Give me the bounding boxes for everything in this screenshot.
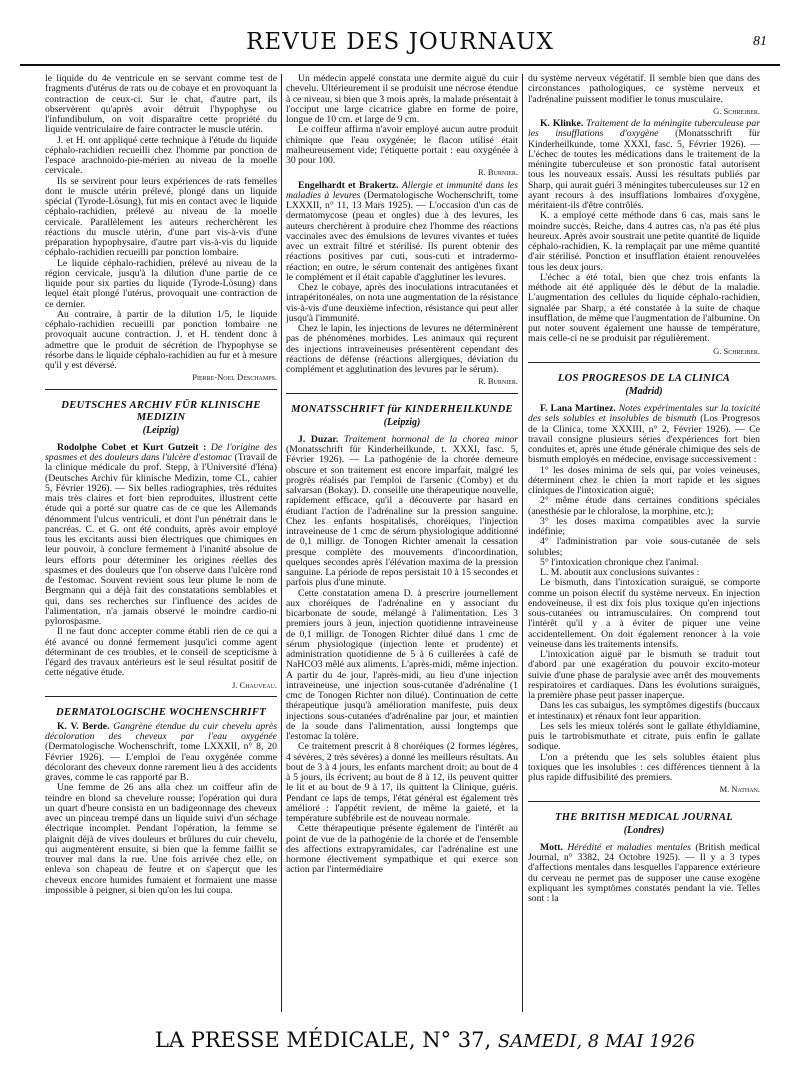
article-body: L'emploi de l'eau oxygénée comme décolorant des cheveux donne rarement lieu à des accidents graves, comme le cas rapporté par B.	[45, 751, 277, 783]
page-footer	[80, 1028, 770, 1064]
paragraph: Ils se servirent pour leurs expériences de rats femelles dont le muscle utérin prélevé, plongé dans un liquide spécial (Tyrode-Lösung), fut mis en contact avec le liquide céphalo-rachidien, prélevé au niveau de la moelle cervicale. Parallèlement les auteurs recherchèrent les réactions du muscle utérin, d'une part vis-à-vis d'une préparation hypophysaire, d'autre part vis-à-vis du liquide céphalo-rachidien recueilli par ponction lombaire.	[45, 175, 277, 259]
list-item: 4° l'administration par voie sous-cutanée de sels solubles;	[528, 536, 760, 558]
article-source: (Monatsschrift für Kinderheilkunde, tome XXXI, fasc. 5, Février 1926). —	[528, 128, 760, 150]
paragraph: Cette thérapeutique présente également de l'intérêt au point de vue de la pathogénie de la chorée et de l'ensemble des affections extrapyramidales, car l'adrénaline est une hormone électivement sympathique et qui exerce son action par l'intermédiaire	[286, 823, 518, 876]
article-body: L'occasion d'un cas de dermatomycose (peau et ongles) due à des levures, les auteurs cherchèrent à produire chez l'homme des réactions vaccinales avec des émulsions de levures vivantes et tuées avec un extrait filtré et stérilisé. Ils purent obtenir des réactions positives par cuti, sous-cuti et intradermo-réaction; en outre, le sérum contenait des antigènes fixant le complément et il était capable d'agglutiner les levures.	[286, 200, 518, 283]
paragraph: Les sels les mieux tolérés sont le gallate éthyldiamine, puis le tartrobismuthate et citrate, puis enfin le gallate sodique.	[528, 720, 760, 753]
article-abstract	[286, 181, 518, 284]
article-author: Engelhardt et Brakertz.	[298, 179, 399, 191]
section-rule	[286, 393, 518, 394]
article-author: J. Duzar.	[298, 433, 339, 445]
signature: R. Burnier.	[477, 167, 518, 178]
journal-city: (Madrid)	[625, 385, 663, 397]
paragraph: L. M. aboutit aux conclusions suivantes :	[540, 567, 700, 578]
article-abstract	[528, 404, 760, 466]
signature: R. Burnier.	[477, 376, 518, 387]
section-rule	[528, 801, 760, 802]
paragraph: le liquide du 4e ventricule en se servant comme test de fragments d'utérus de rats ou de cobaye et en provoquant la contraction de ceux-ci. Sur le chat, d'autre part, ils observèrent qu'après avoir détruit l'hypophyse ou l'infundibulum, on voit disparaître cette propriété du liquide ventriculaire de faire contracter le muscle utérin.	[45, 74, 277, 136]
signature: G. Schreiber.	[713, 105, 760, 116]
list-item: 3° les doses maxima compatibles avec la survie indéfinie;	[528, 515, 760, 537]
article-author: Mott.	[540, 841, 563, 853]
journal-heading: THE BRITISH MEDICAL JOURNAL	[554, 811, 734, 823]
journal-city: (Leipzig)	[142, 424, 180, 436]
article-source: (Monatsschrift für Kinderheilkunde, t. XXXI, fasc. 5, Février 1926). —	[286, 444, 518, 466]
article-title: Traitement hormonal de la chorea minor	[343, 433, 518, 445]
journal-heading: MONATSSCHRIFT für KINDERHEILKUNDE	[291, 403, 513, 415]
paragraph: Au contraire, à partir de la dilution 1/5, le liquide céphalo-rachidien recueilli par ponction lombaire ne provoquait aucune contraction. J. et H. tendent donc à admettre que le produit de sécrétion de l'hypophyse se résorbe dans le liquide céphalo-rachidien au fur et à mesure qu'il y est déversé.	[45, 308, 277, 371]
journal-heading: DEUTSCHES ARCHIV FÜR KLINISCHE MEDIZIN	[61, 399, 261, 423]
paragraph: J. et H. ont appliqué cette technique à l'étude du liquide céphalo-rachidien recueilli chez l'homme par ponction de l'espace arachnoïdo-pie-mérien au niveau de la moelle cervicale.	[45, 134, 277, 177]
article-source: (Los Progresos de la Clinica, tome XXXIII, n° 2, Février 1926). —	[528, 413, 760, 435]
page-header	[20, 20, 780, 60]
paragraph: Dans les cas subaigus, les symptômes digestifs (buccaux et intestinaux) et rénaux font leur apparition.	[528, 700, 760, 722]
paragraph: Une femme de 26 ans alla chez un coiffeur afin de teindre en blond sa chevelure rousse; l'opération qui dura un quart d'heure consista en un badigeonnage des cheveux avec un pinceau trempé dans un liquide suivi d'un séchage électrique incomplet. Pendant l'opération, la femme se plaignit déjà de vives douleurs et brûlures du cuir chevelu, qui augmentèrent ensuite, si bien que la femme faillit se trouver mal dans la rue. Une fois arrivée chez elle, on enleva son chapeau de feutre et on s'aperçut que les cheveux encore humides fumaient et formaient une masse impossible à peigner, si bien qu'on les lui coupa.	[45, 782, 277, 896]
footer-journal: LA PRESSE MÉDICALE, N° 37,	[154, 1028, 492, 1052]
article-body: L'échec de toutes les médications dans le traitement de la méningite tuberculeuse et son pronostic fatal autorisent tous les nouveaux essais. Aussi les résultats publiés par Sharp, qui aurait guéri 3 méningites tuberculeuses sur 12 en ayant recours à des insufflations lombaires d'oxygène, méritaient-ils d'être contrôlés.	[528, 148, 760, 211]
list-item: 2° même étude dans certaines conditions spéciales (anesthésie par le chloralose, la morphine, etc.);	[528, 495, 760, 517]
article-title: Notes expérimentales sur la toxicité des sels solubles et insolubles de bismuth	[528, 403, 760, 425]
paragraph: L'échec a été total, bien que chez trois enfants la méthode ait été appliquée dès le début de la maladie. L'augmentation des cellules du liquide céphalo-rachidien, signalée par Sharp, a été constatée à la suite de chaque insufflation, de même que l'augmentation de l'albumine. On put noter souvent également une hausse de température, mais celle-ci ne se produisit par régulièrement.	[528, 271, 760, 345]
article-title: Gangrène étendue du cuir chevelu après décoloration des cheveux par l'eau oxygénée	[45, 720, 277, 742]
journal-city: (Leipzig)	[383, 416, 421, 428]
article-abstract	[528, 843, 760, 905]
article-title: Hérédité et maladies mentales	[567, 841, 691, 853]
paragraph: K. a employé cette méthode dans 6 cas, mais sans le moindre succès. Reiche, dans 4 autres cas, n'a pas été plus heureux. Après avoir soustrait une petite quantité de liquide céphalo-rachidien, K. la remplaçait par une même quantité d'air stérilisé. Ponction et insufflation étaient renouvelées tous les deux jours.	[528, 210, 760, 273]
signature: G. Schreiber.	[713, 345, 760, 356]
article-abstract	[45, 443, 277, 628]
header-rule	[20, 64, 780, 66]
paragraph: Un médecin appelé constata une dermite aiguë du cuir chevelu. Ultérieurement il se produisit une nécrose étendue à ce niveau, si bien que 3 mois après, la malade présentait à l'occiput une large cicatrice glabre en forme de poire, longue de 10 cm. et large de 9 cm.	[286, 74, 518, 125]
journal-heading: DERMATOLOGISCHE WOCHENSCHRIFT	[56, 706, 266, 718]
paragraph: Chez le lapin, les injections de levures ne déterminèrent pas de phénomènes morbides. Les animaux qui reçurent des injections intraveineuses présentèrent cependant des réactions de défense (réactions allergiques, déviation du complément et agglutination des levures par le sérum).	[286, 323, 518, 375]
column-3	[528, 74, 760, 1012]
paragraph: Le bismuth, dans l'intoxication suraiguë, se comporte comme un poison électif du système nerveux. En injection endoveineuse, il est dix fois plus toxique qu'en injections sous-cutanées ou intramusculaires. On comprend tout l'intérêt qu'il y a à éviter de piquer une veine accidentellement. On doit également renoncer à la voie veineuse dans les traitements intensifs.	[528, 577, 760, 650]
article-abstract	[528, 119, 760, 211]
signature: M. Nathan.	[719, 784, 760, 795]
article-title: De l'origine des spasmes et des douleurs dans l'ulcère d'estomac	[45, 441, 277, 463]
signature: Pierre-Noel Deschamps.	[192, 372, 277, 383]
article-author: K. Klinke.	[540, 118, 584, 129]
paragraph: Il ne faut donc accepter comme établi rien de ce qui a été avancé ou donné fermement jusqu'ici comme agent déterminant de ces troubles, et le conseil de scepticisme à l'égard des travaux antérieurs est le seul résultat positif de cette négative étude.	[45, 626, 277, 679]
paragraph: Ce traitement prescrit à 8 choréiques (2 formes légères, 4 sévères, 2 très sévères) a donné les meilleurs résultats. Au bout de 3 à 4 jours, les enfants marchent droit; au bout de 4 à 5 jours, ils écrivent; au bout de 8 à 12, ils peuvent quitter le lit et au bout de 9 à 17, ils quittent la Clinique, guéris. Pendant ce laps de temps, l'état général est également très amélioré : l'appétit revient, de même la gaieté, et la température subfébrile est de nouveau normale.	[286, 741, 518, 824]
signature: J. Chauveau.	[231, 679, 277, 690]
article-body: La pathogénie de la chorée demeure obscure et son traitement est encore imparfait, malgré les progrès réalisés par l'emploi de l'arsenic (Comby) et du salvarsan (Bokay). D. conseille une thérapeutique nouvelle, rapidement efficace, qu'il a découverte par hasard en étudiant l'action de l'adrénaline sur la pression sanguine. Chez les enfants hospitalisés, choréiques, l'injection intraveineuse de 1 cmc de sérum physiologique additionné de 0,1 milligr. de Tonogen Richter amenait la cessation presque complète des mouvements d'incoordination, quelques secondes après l'élévation maxima de la pression sanguine. La période de repos persistait 10 à 15 secondes et parfois plus d'une minute.	[286, 454, 518, 589]
list-item: 5° l'intoxication chronique chez l'animal.	[540, 556, 699, 568]
column-1	[45, 74, 277, 1012]
paragraph: du système nerveux végétatif. Il semble bien que dans des circonstances pathologiques, ce système nerveux et l'adrénaline puissent modifier le tonus musculaire.	[528, 74, 760, 105]
journal-city: (Londres)	[623, 824, 665, 836]
article-body: Ce travail consigne plusieurs séries d'expériences fort bien conduites et, après une étude générale chimique des sels de bismuth employés en médecine, envisage successivement :	[528, 423, 760, 466]
paragraph: Le liquide céphalo-rachidien, prélevé au niveau de la région cervicale, jusqu'à la dilution d'une partie de ce liquide pour six parties du liquide (Tyrode-Lösung) dans lequel était plongé l'utérus, provoquait une contraction de ce dernier.	[45, 257, 277, 310]
article-abstract	[45, 722, 277, 784]
article-author: K. V. Berde.	[57, 720, 110, 732]
paragraph: L'intoxication aiguë par le bismuth se traduit tout d'abord par une exagération du pouvoir excito-moteur suivie d'une phase de paralysie avec arrêt des mouvements respiratoires et cardiaques. Dans les évolutions suraiguës, la première phase peut passer inaperçue.	[528, 649, 760, 701]
paragraph: Le coiffeur affirma n'avoir employé aucun autre produit chimique que l'eau oxygénée; le flacon utilisé était malheureusement vide; l'étiquette portait : eau oxygénée à 30 pour 100.	[286, 124, 518, 166]
footer-date: SAMEDI, 8 MAI 1926	[497, 1031, 696, 1052]
article-author: Rodolphe Cobet et Kurt Gutzeit :	[57, 441, 207, 453]
paragraph: Cette constatation amena D. à prescrire journellement aux choréiques de l'adrénaline en y associant du bicarbonate de soude, mélangé à l'alimentation. Les 3 premiers jours à jeun, injection quotidienne intraveineuse de 0,1 milligr. de Tonogen Richter dilué dans 1 cmc de sérum physiologique (injection lente et prudente) et administration quotidienne de 5 à 6 cuillerées à café de NaHCO3 mêlé aux aliments. L'après-midi, même injection. A partir du 4e jour, l'après-midi, au lieu d'une injection intraveineuse, une injection sous-cutanée d'adrénaline (1 cmc de Tonogen Richter non dilué). Continuation de cette thérapeutique jusqu'à amélioration manifeste, puis deux injections sous-cutanées d'adrénaline par jour, et maintien de la soude dans l'alimentation, aussi longtemps que l'estomac la tolère.	[286, 587, 518, 742]
section-rule	[528, 362, 760, 363]
article-source: (British medical Journal, n° 3382, 24 Octobre 1925). —	[528, 841, 760, 863]
list-item: 1° les doses minima de sels qui, par voies veineuses, déterminent chez le chien la mort rapide et les signes cliniques de l'intoxication aiguë;	[528, 464, 760, 496]
article-source: (Travail de la clinique médicale du prof. Stepp, à l'Université d'Iéna) (Deutsches Archiv für klinische Medizin, tome CL, cahier 5, Février 1926). —	[45, 452, 277, 494]
article-abstract	[286, 435, 518, 589]
article-title: Allergie et immunité dans les maladies à levures	[286, 179, 518, 201]
article-title: Traitement de la méningite tuberculeuse par les insufflations d'oxygène	[528, 118, 760, 140]
section-rule	[45, 389, 277, 390]
paragraph: L'on a prétendu que les sels solubles étaient plus toxiques que les insolubles : ces différences tiennent à la plus rapide diffusibilité des premiers.	[528, 751, 760, 783]
column-divider	[522, 74, 523, 1012]
article-body: Six belles radiographies, très réduites mais très claires et fort bien reproduites, illustrent cette étude qui a porté sur quatre cas de ce que les Allemands dénomment l'ulcus ventriculi, et dont l'un pénétrait dans le pancréas. C. et G. ont été conduits, après avoir employé tous les excitants aussi bien électriques que chimiques en leur pouvoir, à conclure fermement à l'inanité absolue de leurs efforts pour déterminer les origines réelles des spasmes et des douleurs que l'on observe dans l'ulcère rond de l'estomac. Souvent revient sous leur plume le nom de Bergmann qui a déjà fait des constatations semblables et qui, dans ses recherches sur l'influence des acides de l'alimentation, n'a jamais observé le moindre cardio-ni pylorospasme.	[45, 482, 277, 627]
page-number: 81	[753, 34, 767, 49]
paragraph: Chez le cobaye, après des inoculations intracutanées et intrapéritonéales, on nota une augmentation de la résistance vis-à-vis d'une deuxième infection, résistance qui peut aller jusqu'à l'immunité.	[286, 282, 518, 324]
article-source: (Dermatologische Wochenschrift, tome LXXXII, n° 8, 20 Février 1926). —	[45, 741, 277, 763]
article-body: Il y a 3 types d'affections mentales dans lesquelles l'apparence extérieure du cerveau ne permet pas de supposer une cause exogène expliquant les symptômes constatés pendant la vie. Telles sont : la	[528, 852, 760, 904]
column-divider	[281, 74, 282, 1012]
section-rule	[45, 696, 277, 697]
journal-heading: LOS PROGRESOS DE LA CLINICA	[557, 372, 731, 384]
journal-section-title: REVUE DES JOURNAUX	[246, 29, 554, 55]
article-source: (Dermatologische Wochenschrift, tome LXXXII, n° 11, 13 Mars 1925). —	[286, 189, 518, 211]
article-author: F. Lana Martinez.	[540, 403, 616, 414]
column-2	[286, 74, 518, 1012]
